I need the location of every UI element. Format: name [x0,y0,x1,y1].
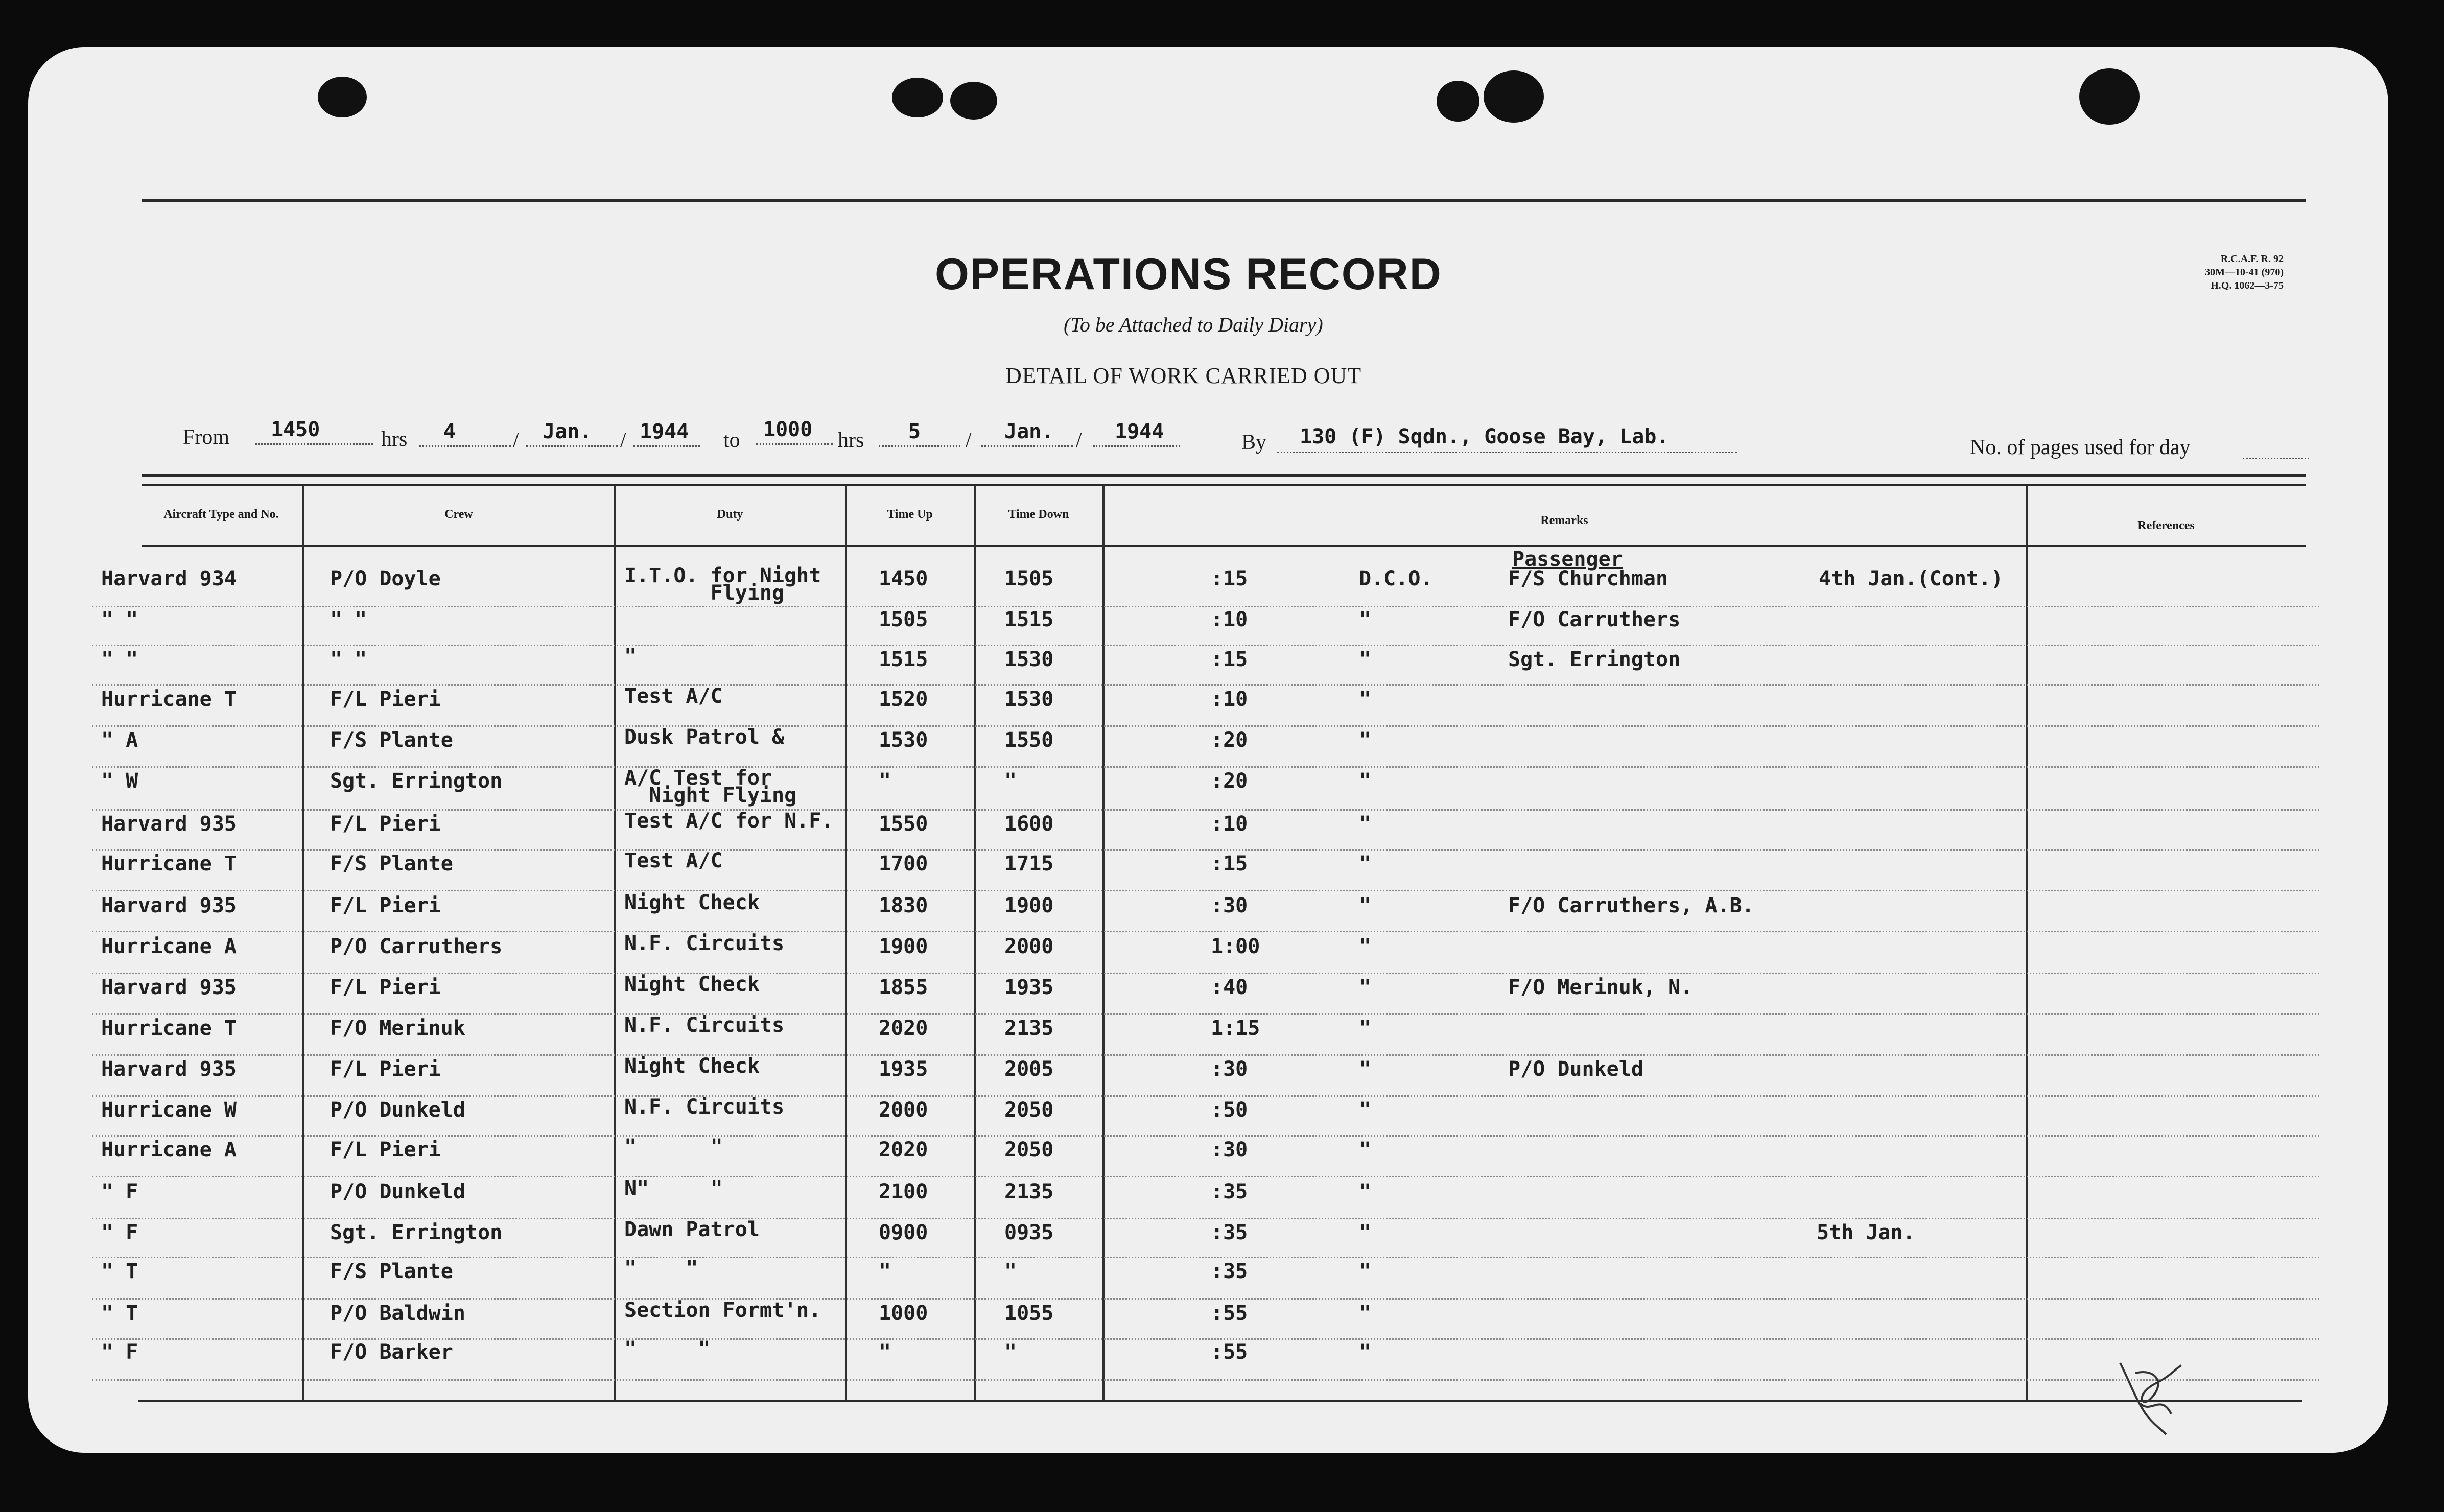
duty-cell: " " [624,1337,711,1361]
aircraft-cell: Harvard 935 [101,976,237,999]
crew-cell: Sgt. Errington [330,769,503,793]
duration-cell: :35 [1211,1221,1248,1244]
row-dotted-line [92,725,2319,727]
row-dotted-line [92,606,2319,607]
authorized-cell: " [1359,976,1372,999]
time-down-cell: 0935 [1004,1221,1054,1244]
duty-cell: Test A/C for N.F. [624,809,834,833]
duration-cell: :35 [1211,1180,1248,1203]
authorized-cell: " [1359,1260,1372,1283]
time-down-cell: 1505 [1004,567,1054,590]
duration-cell: :55 [1211,1302,1248,1325]
crew-cell: F/O Merinuk [330,1017,465,1040]
crew-cell: F/S Plante [330,852,453,876]
row-dotted-line [92,1176,2319,1177]
row-dotted-line [92,1257,2319,1258]
duration-cell: :55 [1211,1340,1248,1364]
crew-cell: P/O Carruthers [330,935,503,958]
duration-cell: :10 [1211,608,1248,631]
time-up-cell: 2020 [879,1017,928,1040]
time-down-cell: 2050 [1004,1138,1054,1162]
duration-cell: :20 [1211,769,1248,793]
remark-cell: F/O Carruthers, A.B. [1508,894,1754,917]
aircraft-cell: Harvard 935 [101,894,237,917]
col-header-duty: Duty [717,508,743,521]
time-down-cell: " [1004,1340,1017,1364]
crew-cell: F/O Barker [330,1340,453,1364]
passenger-label: Passenger [1512,548,1623,571]
duty-cell: Night Check [624,891,760,914]
time-down-cell: 1515 [1004,608,1054,631]
slash: / [1076,429,1082,452]
remark-cell: F/S Churchman [1508,567,1669,590]
remark-cell: P/O Dunkeld [1508,1057,1643,1081]
aircraft-cell: " F [101,1340,138,1364]
time-up-cell: 1935 [879,1057,928,1081]
hrs-label-2: hrs [838,429,864,452]
aircraft-cell: Hurricane W [101,1098,237,1122]
col-header-crew: Crew [444,508,473,521]
top-rule [142,199,2306,202]
duty-cell: Section Formt'n. [624,1298,821,1322]
time-up-cell: 1515 [879,648,928,671]
authorized-cell: " [1359,1138,1372,1162]
authorized-cell: " [1359,812,1372,836]
duration-cell: 1:00 [1211,935,1260,958]
duty-cell: " [624,645,637,668]
from-time: 1450 [271,418,320,441]
row-dotted-line [92,809,2319,811]
row-dotted-line [92,1298,2319,1300]
signature-mark [2105,1353,2187,1439]
pages-label: No. of pages used for day [1970,436,2191,459]
duty-cell: Dawn Patrol [624,1218,760,1241]
header-bottom-rule [142,545,2306,547]
to-time: 1000 [763,418,813,441]
time-down-cell: " [1004,1260,1017,1283]
row-dotted-line [92,973,2319,974]
duration-cell: :35 [1211,1260,1248,1283]
duty-cell: Test A/C [624,684,723,708]
punch-hole [1484,70,1544,123]
crew-cell: F/L Pieri [330,812,441,836]
authorized-cell: " [1359,769,1372,793]
time-down-cell: 1600 [1004,812,1054,836]
authorized-cell: " [1359,688,1372,711]
duty-cell: Test A/C [624,849,723,872]
col-header-remarks: Remarks [1540,514,1588,527]
from-label: From [183,426,230,449]
crew-cell: F/L Pieri [330,688,441,711]
duration-cell: :30 [1211,1138,1248,1162]
row-dotted-line [92,1095,2319,1097]
authorized-cell: D.C.O. [1359,567,1433,590]
time-up-cell: 2100 [879,1180,928,1203]
duty-cell: I.T.O. for Night Flying [624,564,821,605]
from-day: 4 [443,420,456,443]
time-down-cell: 1550 [1004,728,1054,752]
slash: / [620,429,626,452]
aircraft-cell: Harvard 934 [101,567,237,590]
table-bottom-rule [138,1400,2302,1402]
time-down-cell: 1900 [1004,894,1054,917]
aircraft-cell: Harvard 935 [101,1057,237,1081]
time-up-cell: 1520 [879,688,928,711]
aircraft-cell: Hurricane T [101,688,237,711]
crew-cell: P/O Baldwin [330,1302,465,1325]
duty-cell: N.F. Circuits [624,1013,785,1037]
time-up-cell: 1450 [879,567,928,590]
duration-cell: :15 [1211,567,1248,590]
remark-cell: F/O Carruthers [1508,608,1681,631]
row-dotted-line [92,1218,2319,1219]
duration-cell: :10 [1211,812,1248,836]
crew-cell: " " [330,648,367,671]
row-dotted-line [92,1379,2319,1381]
table-top-rule-2 [142,484,2306,486]
aircraft-cell: " F [101,1221,138,1244]
time-down-cell: 2135 [1004,1180,1054,1203]
time-down-cell: 2135 [1004,1017,1054,1040]
row-dotted-line [92,645,2319,646]
authorized-cell: " [1359,1302,1372,1325]
duration-cell: :20 [1211,728,1248,752]
time-up-cell: 1855 [879,976,928,999]
crew-cell: F/L Pieri [330,976,441,999]
duration-cell: :50 [1211,1098,1248,1122]
duration-cell: 1:15 [1211,1017,1260,1040]
authorized-cell: " [1359,1340,1372,1364]
time-up-cell: " [879,769,891,793]
detail-heading: DETAIL OF WORK CARRIED OUT [1005,363,1362,388]
authorized-cell: " [1359,608,1372,631]
by-value: 130 (F) Sqdn., Goose Bay, Lab. [1300,425,1669,448]
duty-cell: N" " [624,1177,723,1200]
duration-cell: :30 [1211,894,1248,917]
punch-hole [950,82,997,120]
aircraft-cell: " T [101,1302,138,1325]
table-top-rule [142,474,2306,477]
aircraft-cell: " T [101,1260,138,1283]
time-up-cell: 2000 [879,1098,928,1122]
aircraft-cell: " " [101,648,138,671]
page-title: OPERATIONS RECORD [935,250,1442,299]
crew-cell: F/L Pieri [330,1138,441,1162]
slash: / [966,429,972,452]
col-header-references: References [2137,519,2195,532]
duration-cell: :10 [1211,688,1248,711]
aircraft-cell: Hurricane A [101,935,237,958]
form-reference: R.C.A.F. R. 92 30M—10-41 (970) H.Q. 1062—3-75 [2205,253,2284,291]
authorized-cell: " [1359,648,1372,671]
slash: / [513,429,519,452]
aircraft-cell: " " [101,608,138,631]
col-header-aircraft: Aircraft Type and No. [163,508,279,521]
time-up-cell: 1830 [879,894,928,917]
to-label: to [723,429,740,452]
crew-cell: P/O Dunkeld [330,1098,465,1122]
time-down-cell: 1935 [1004,976,1054,999]
crew-cell: F/S Plante [330,728,453,752]
crew-cell: P/O Dunkeld [330,1180,465,1203]
time-down-cell: 2000 [1004,935,1054,958]
crew-cell: F/S Plante [330,1260,453,1283]
duration-cell: :40 [1211,976,1248,999]
to-day: 5 [908,420,921,443]
remark-cell: F/O Merinuk, N. [1508,976,1693,999]
time-up-cell: 1000 [879,1302,928,1325]
col-header-time-up: Time Up [887,508,933,521]
duty-cell: Night Check [624,1054,760,1078]
aircraft-cell: " W [101,769,138,793]
time-up-cell: " [879,1260,891,1283]
from-year: 1944 [640,420,689,443]
duty-cell: A/C Test for Night Flying [624,766,797,807]
time-up-cell: " [879,1340,891,1364]
authorized-cell: " [1359,1057,1372,1081]
authorized-cell: " [1359,852,1372,876]
hrs-label: hrs [381,428,408,451]
authorized-cell: " [1359,1098,1372,1122]
punch-hole [2079,68,2140,125]
row-dotted-line [92,890,2319,891]
time-up-cell: 1550 [879,812,928,836]
aircraft-cell: " A [101,728,138,752]
to-month: Jan. [1004,420,1054,443]
crew-cell: P/O Doyle [330,567,441,590]
duty-cell: Dusk Patrol & [624,725,785,749]
aircraft-cell: Hurricane T [101,1017,237,1040]
aircraft-cell: Hurricane T [101,852,237,876]
authorized-cell: " [1359,1017,1372,1040]
crew-cell: F/L Pieri [330,894,441,917]
duty-cell: Night Check [624,973,760,996]
from-month: Jan. [543,420,592,443]
row-dotted-line [92,684,2319,686]
authorized-cell: " [1359,1180,1372,1203]
date-note-cell: 5th Jan. [1817,1221,1915,1244]
time-up-cell: 1700 [879,852,928,876]
crew-cell: F/L Pieri [330,1057,441,1081]
time-up-cell: 1900 [879,935,928,958]
time-down-cell: 1715 [1004,852,1054,876]
authorized-cell: " [1359,1221,1372,1244]
row-dotted-line [92,1338,2319,1340]
date-note-cell: 4th Jan.(Cont.) [1819,567,2004,590]
row-dotted-line [92,931,2319,932]
time-down-cell: 2005 [1004,1057,1054,1081]
row-dotted-line [92,1013,2319,1015]
authorized-cell: " [1359,728,1372,752]
time-down-cell: 2050 [1004,1098,1054,1122]
duty-cell: N.F. Circuits [624,932,785,955]
aircraft-cell: Harvard 935 [101,812,237,836]
remark-cell: Sgt. Errington [1508,648,1681,671]
punch-hole [1437,81,1479,122]
col-header-time-down: Time Down [1008,508,1069,521]
to-year: 1944 [1115,420,1164,443]
crew-cell: " " [330,608,367,631]
duration-cell: :30 [1211,1057,1248,1081]
punch-hole [318,77,367,117]
time-up-cell: 2020 [879,1138,928,1162]
by-label: By [1241,431,1267,454]
row-dotted-line [92,1135,2319,1137]
duty-cell: " " [624,1135,723,1159]
aircraft-cell: " F [101,1180,138,1203]
row-dotted-line [92,1054,2319,1056]
time-up-cell: 1505 [879,608,928,631]
time-up-cell: 1530 [879,728,928,752]
duty-cell: N.F. Circuits [624,1095,785,1119]
authorized-cell: " [1359,894,1372,917]
time-down-cell: 1530 [1004,688,1054,711]
crew-cell: Sgt. Errington [330,1221,503,1244]
duration-cell: :15 [1211,648,1248,671]
aircraft-cell: Hurricane A [101,1138,237,1162]
time-down-cell: 1530 [1004,648,1054,671]
authorized-cell: " [1359,935,1372,958]
page-subtitle: (To be Attached to Daily Diary) [1064,313,1323,336]
time-down-cell: 1055 [1004,1302,1054,1325]
time-down-cell: " [1004,769,1017,793]
time-up-cell: 0900 [879,1221,928,1244]
punch-hole [892,78,943,117]
duty-cell: " " [624,1257,698,1280]
duration-cell: :15 [1211,852,1248,876]
row-dotted-line [92,849,2319,850]
row-dotted-line [92,766,2319,768]
